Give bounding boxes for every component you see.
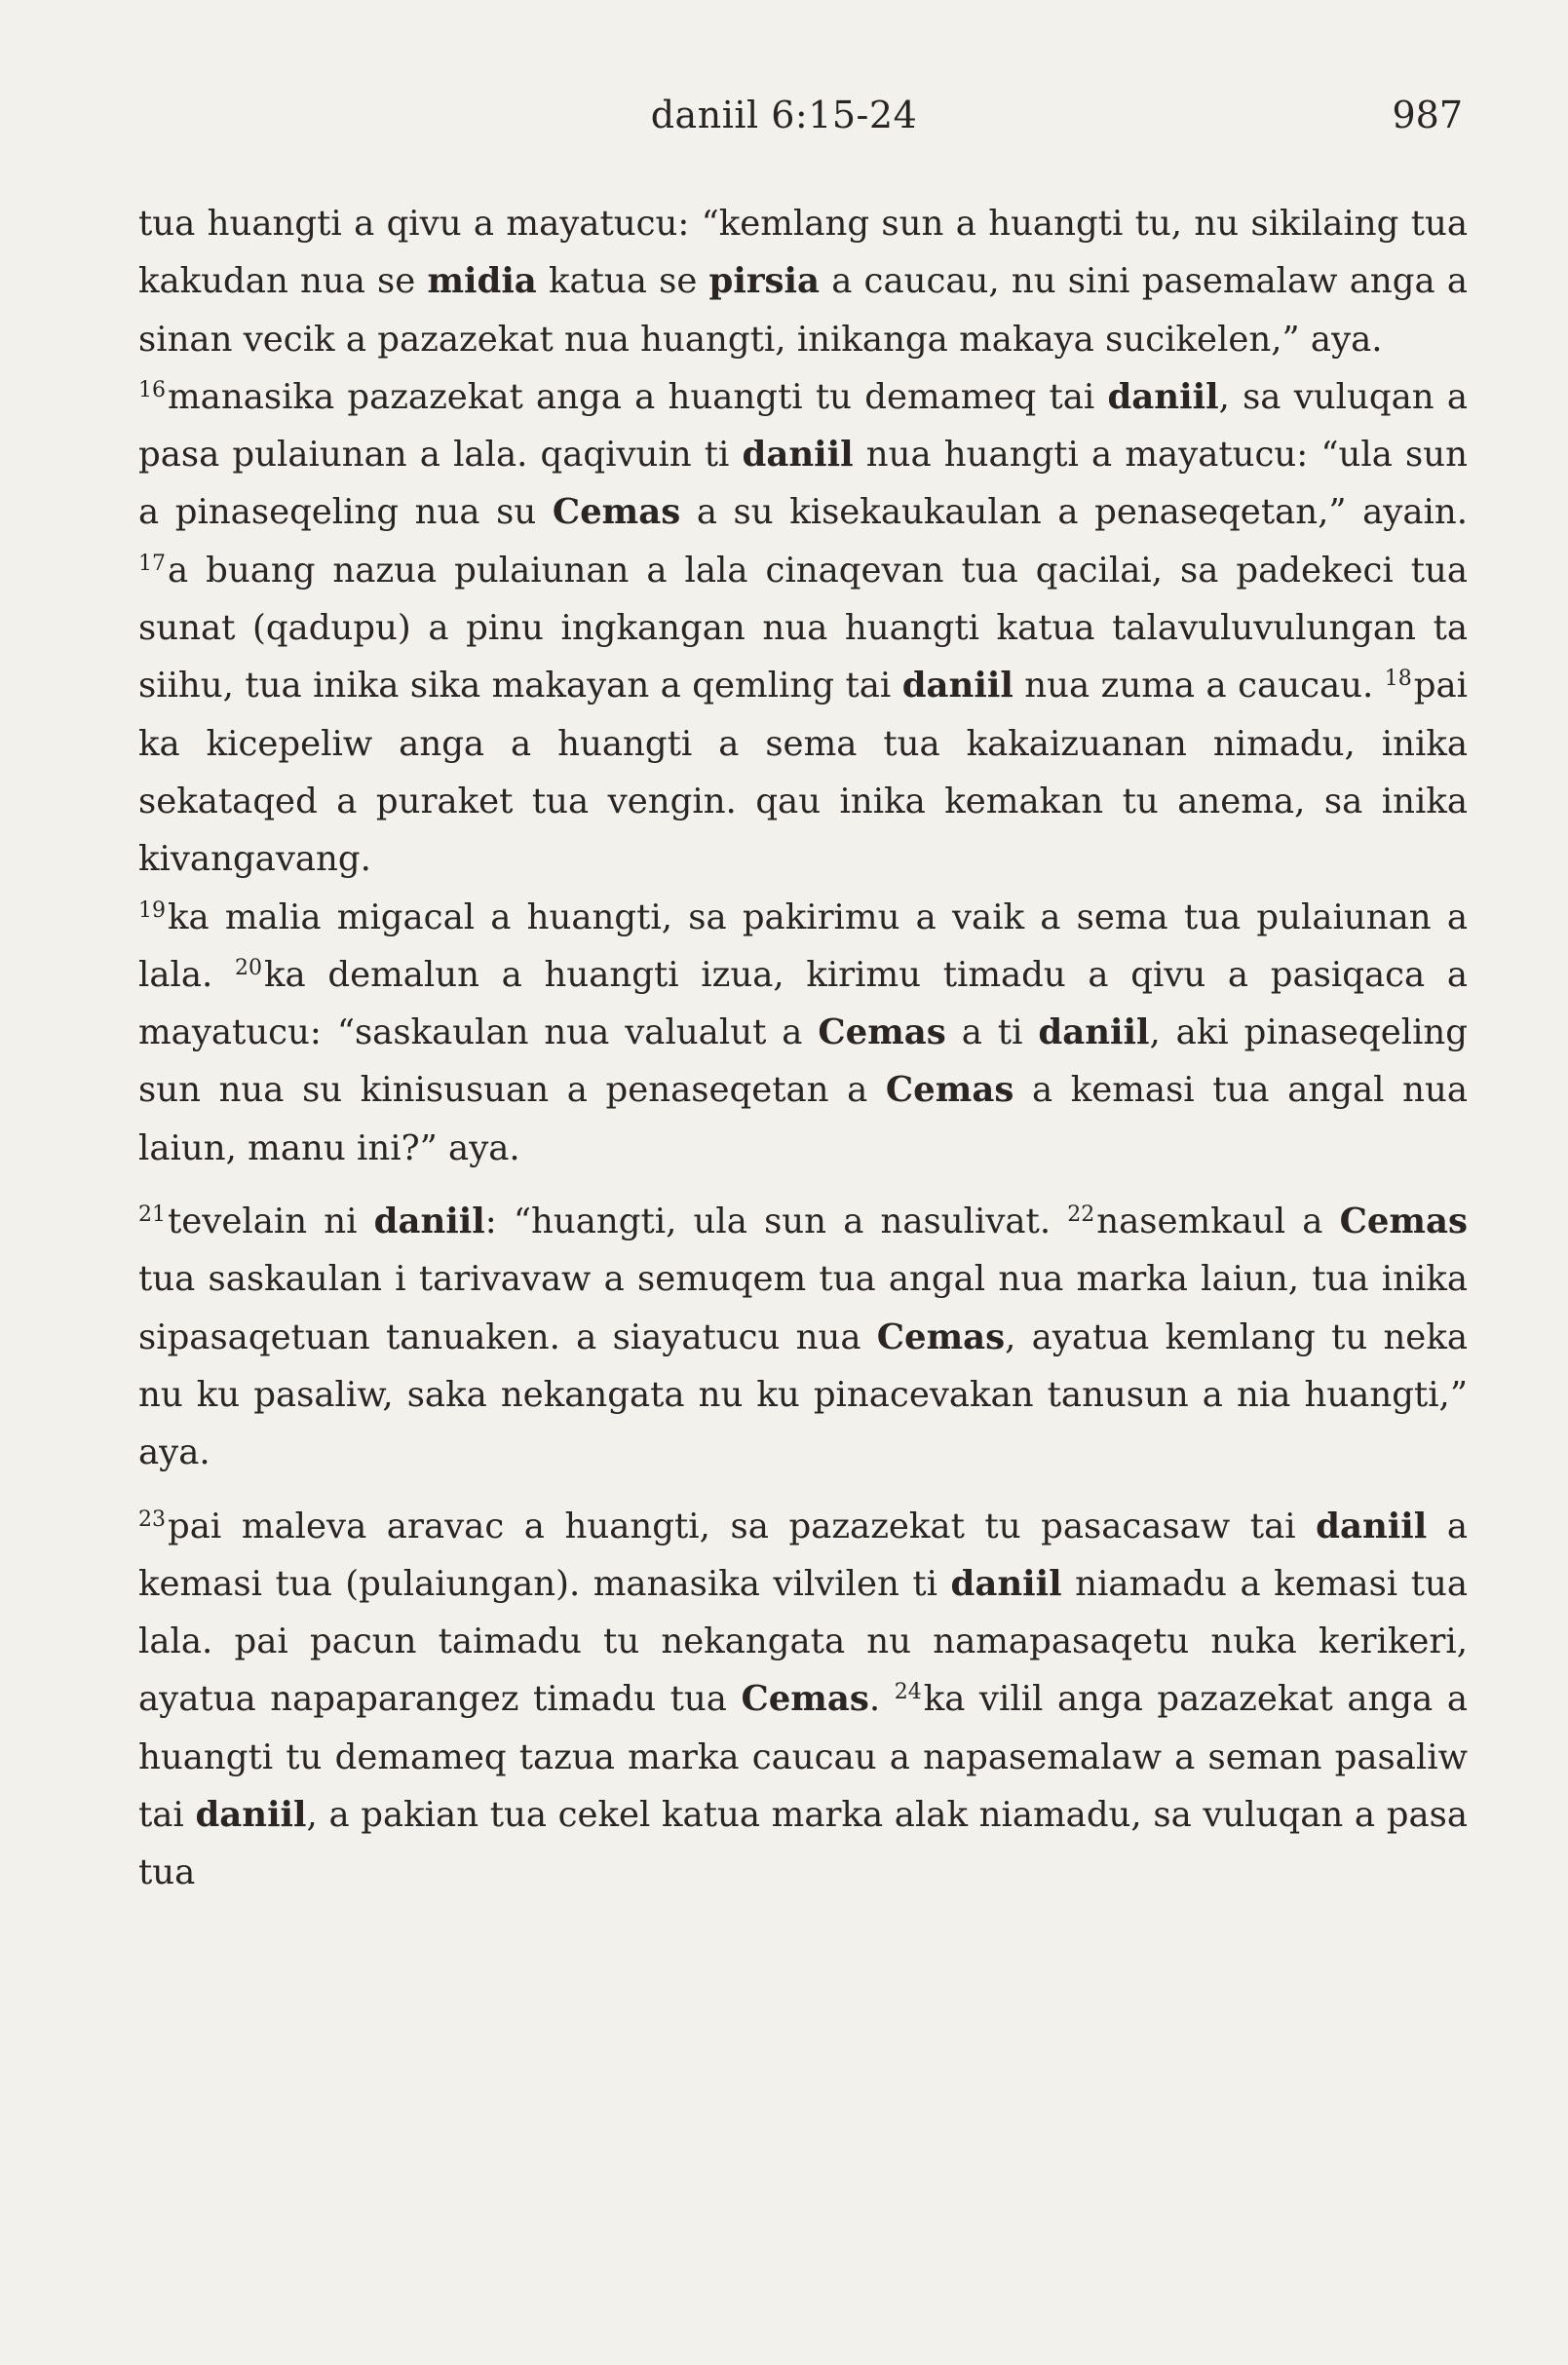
text-segment: pai ka kicepeliw anga a huangti a sema tua kakaizuanan nimadu, inika sekataqed a puraket tua vengin. qau inika kemakan tu anema, sa inika kivangavang.: [138, 666, 1468, 880]
text-segment: niamadu a kemasi tua lala. pai pacun taimadu tu nekangata nu namapasaqetu nuka kerikeri, ayatua napaparangez timadu tua: [138, 1563, 1468, 1720]
verse-number-20: 20: [235, 955, 262, 980]
verse-number-22: 22: [1067, 1202, 1095, 1228]
verse-number-19: 19: [138, 897, 166, 923]
bold-name: Cemas: [818, 1012, 946, 1053]
bold-name: Cemas: [741, 1679, 869, 1720]
bold-name: daniil: [950, 1563, 1062, 1604]
text-segment: , aki pinaseqeling sun nua su kinisusuan a penaseqetan a: [138, 1012, 1469, 1111]
chapter-reference: daniil 6:15-24: [650, 94, 918, 136]
text-segment: a ti: [945, 1012, 1039, 1053]
verse-number-21: 21: [138, 1202, 166, 1228]
bold-name: Cemas: [876, 1316, 1006, 1357]
bold-name: pirsia: [708, 261, 821, 302]
text-segment: tua saskaulan i tarivavaw a semuqem tua angal nua marka laiun, tua inika sipasaqetuan tanuaken. a siayatucu nua: [138, 1259, 1468, 1357]
text-segment: a caucau, nu sini pasemalaw anga a sinan vecik a pazazekat nua huangti, inikanga makaya sucikelen,” aya.: [138, 261, 1468, 360]
paragraph-4: [138, 1193, 1468, 1481]
text-segment: nua huangti a mayatucu: “ula sun a pinaseqeling nua su: [138, 435, 1468, 533]
verse-number-24: 24: [894, 1680, 922, 1705]
text-segment: manasika pazazekat anga a huangti tu demameq tai: [168, 376, 1108, 417]
body-text: [138, 195, 1468, 1902]
paragraph-2: [138, 368, 1468, 889]
text-segment: , ayatua kemlang tu neka nu ku pasaliw, saka nekangata nu ku pinacevakan tanusun a nia huangti,” aya.: [138, 1316, 1468, 1473]
text-segment: a buang nazua pulaiunan a lala cinaqevan tua qacilai, sa padekeci tua sunat (qadupu) a pinu ingkangan nua huangti katua talavuluvulungan ta siihu, tua inika sika makayan a qemling tai: [138, 550, 1468, 706]
bold-name: midia: [427, 261, 537, 302]
page-number: 987: [1392, 94, 1463, 136]
text-segment: ka vilil anga pazazekat anga a huangti tu demameq tazua marka caucau a napasemalaw a seman pasaliw tai: [138, 1679, 1469, 1836]
text-segment: a kemasi tua angal nua laiun, manu ini?” aya.: [138, 1070, 1468, 1168]
bold-name: daniil: [742, 435, 854, 476]
bold-name: Cemas: [1339, 1202, 1468, 1242]
text-segment: .: [868, 1679, 895, 1720]
running-header: [0, 90, 1568, 140]
text-segment: ka malia migacal a huangti, sa pakirimu a vaik a sema tua pulaiunan a lala.: [138, 896, 1468, 995]
bold-name: daniil: [1316, 1506, 1428, 1546]
bold-name: daniil: [901, 666, 1013, 706]
text-segment: , sa vuluqan a pasa pulaiunan a lala. qaqivuin ti: [138, 376, 1468, 476]
text-segment: ka demalun a huangti izua, kirimu timadu a qivu a pasiqaca a mayatucu: “saskaulan nua valualut a: [138, 954, 1468, 1053]
text-segment: a su kisekaukaulan a penaseqetan,” ayain.: [680, 492, 1469, 533]
bold-name: daniil: [1107, 376, 1219, 417]
bold-name: daniil: [195, 1795, 307, 1836]
verse-number-16: 16: [138, 377, 166, 402]
bold-name: daniil: [373, 1202, 485, 1242]
text-segment: pai maleva aravac a huangti, sa pazazekat tu pasacasaw tai: [168, 1506, 1317, 1546]
text-segment: katua se: [536, 261, 709, 302]
text-segment: : “huangti, ula sun a nasulivat.: [484, 1202, 1068, 1242]
text-segment: tua huangti a qivu a mayatucu: “kemlang sun a huangti tu, nu sikilaing tua kakudan nua se: [138, 204, 1468, 302]
verse-number-18: 18: [1384, 667, 1412, 692]
bold-name: Cemas: [552, 492, 681, 533]
paragraph-3: [138, 889, 1468, 1177]
paragraph-5: [138, 1498, 1468, 1902]
bold-name: Cemas: [885, 1070, 1014, 1111]
text-segment: tevelain ni: [168, 1202, 374, 1242]
text-segment: , a pakian tua cekel katua marka alak niamadu, sa vuluqan a pasa tua: [138, 1795, 1468, 1893]
verse-number-17: 17: [138, 551, 166, 576]
paragraph-1: [138, 195, 1468, 368]
text-segment: nasemkaul a: [1096, 1202, 1340, 1242]
verse-number-23: 23: [138, 1507, 166, 1532]
text-segment: a kemasi tua (pulaiungan). manasika vilvilen ti: [138, 1506, 1469, 1604]
bold-name: daniil: [1038, 1012, 1150, 1053]
text-segment: nua zuma a caucau.: [1013, 666, 1385, 706]
